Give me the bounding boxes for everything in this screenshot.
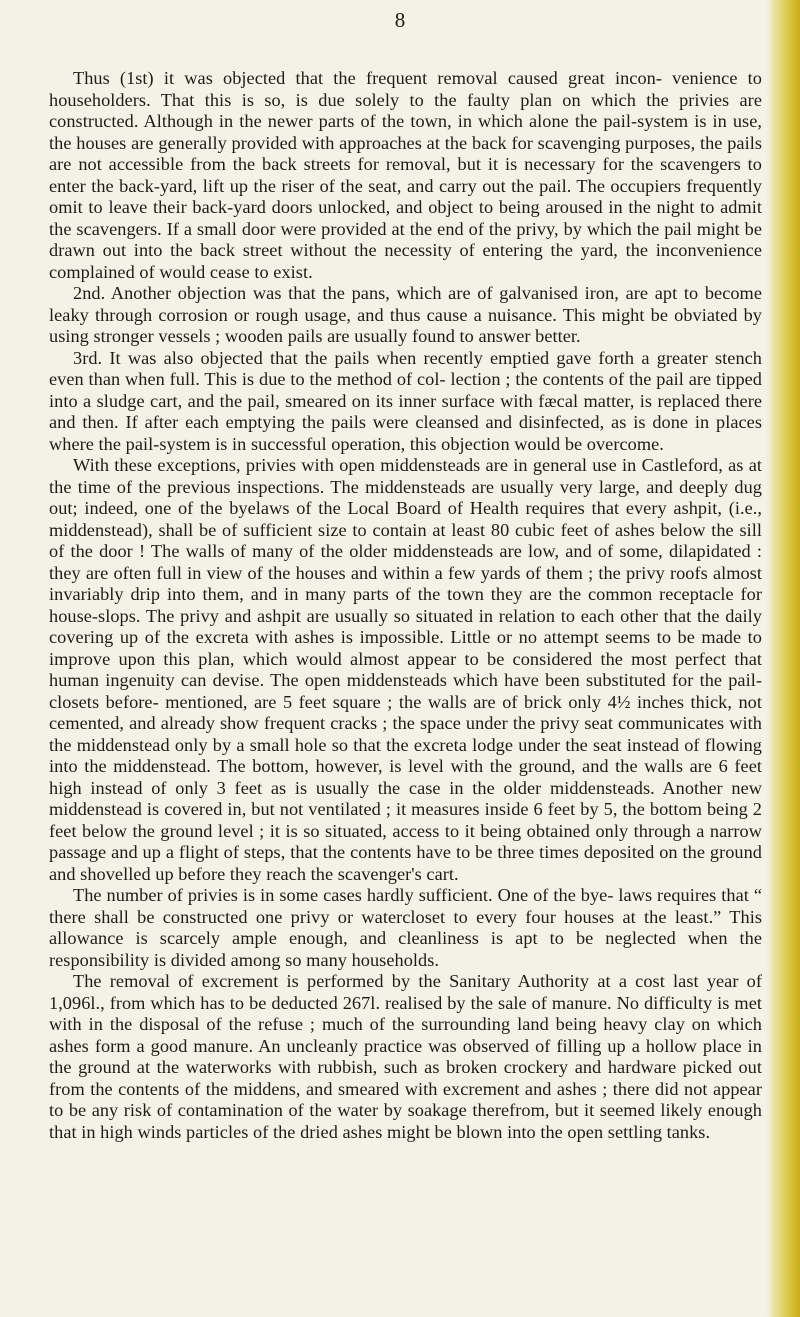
paragraph-stench-objection: 3rd. It was also objected that the pails when recently emptied gave forth a greater stench even than when full. This is due to the method of col- lection ; the contents of the pail are tipped into a sludge cart, and the pail, smeared on its inner surface with fæcal matter, is replaced there and then. If after each emptying the pails were cleansed and disinfected, as is done in places where the pail-system is in successful operation, this objection would be overcome. [49, 347, 762, 454]
paragraph-privy-numbers: The number of privies is in some cases hardly sufficient. One of the bye- laws requires that “ there shall be constructed one privy or watercloset to every four houses at the least.” This allowance is scarcely ample enough, and cleanliness is apt to be neglected when the responsibility is divided among so many households. [49, 885, 762, 970]
paragraph-middensteads: With these exceptions, privies with open middensteads are in general use in Castleford, as at the time of the previous inspections. The middensteads are usually very large, and deeply dug out; indeed, one of the byelaws of the Local Board of Health requires that every ashpit, (i.e., middenstead), shall be of sufficient size to contain at least 80 cubic feet of ashes below the sill of the door ! The walls of many of the older middensteads are low, and of some, dilapidated : they are often full in view of the houses and within a few yards of them ; the privy roofs almost invariably drip into them, and in many parts of the town they are the common receptacle for house-slops. The privy and ashpit are usually so situated in relation to each other that the daily covering up of the excreta with ashes is impossible. Little or no attempt seems to be made to improve upon this plan, which would almost appear to be considered the most perfect that human ingenuity can devise. The open middensteads which have been substituted for the pail-closets before- mentioned, are 5 feet square ; the walls are of brick only 4½ inches thick, not cemented, and already show frequent cracks ; the space under the privy seat communicates with the middenstead only by a small hole so that the excreta lodge under the seat instead of flowing into the middenstead. The bottom, however, is level with the ground, and the walls are 6 feet high instead of only 3 feet as is usually the case in the older middensteads. Another new middenstead is covered in, but not ventilated ; it measures inside 6 feet by 5, the bottom being 2 feet below the ground level ; it is so situated, access to it being obtained only through a narrow passage and up a flight of steps, that the contents have to be three times deposited on the ground and shovelled up before they reach the scavenger's cart. [49, 455, 762, 884]
paragraph-pail-removal: Thus (1st) it was objected that the frequent removal caused great incon- venience to householders. That this is so, is due solely to the faulty plan on which the privies are constructed. Although in the newer parts of the town, in which alone the pail-system is in use, the houses are generally provided with approaches at the back for scavenging purposes, the pails are not accessible from the back streets for removal, but it is necessary for the scavengers to enter the back-yard, lift up the riser of the seat, and carry out the pail. The occupiers frequently omit to leave their back-yard doors unlocked, and object to being aroused in the night to admit the scavengers. If a small door were provided at the end of the privy, by which the pail might be drawn out into the back street without the necessity of entering the yard, the inconvenience complained of would cease to exist. [49, 68, 762, 282]
page-number: 8 [394, 8, 406, 32]
paragraph-galvanised-pans: 2nd. Another objection was that the pans, which are of galvanised iron, are apt to become leaky through corrosion or rough usage, and thus cause a nuisance. This might be obviated by using stronger vessels ; wooden pails are usually found to answer better. [49, 283, 762, 346]
page-edge [766, 0, 800, 1317]
document-body [49, 68, 762, 1143]
paragraph-excrement-removal: The removal of excrement is performed by the Sanitary Authority at a cost last year of 1,096l., from which has to be deducted 267l. realised by the sale of manure. No difficulty is met with in the disposal of the refuse ; much of the surrounding land being heavy clay on which ashes form a good manure. An uncleanly practice was observed of filling up a hollow place in the ground at the waterworks with rubbish, such as broken crockery and hardware picked out from the contents of the middens, and smeared with excrement and ashes ; there did not appear to be any risk of contamination of the water by soakage therefrom, but it seemed likely enough that in high winds particles of the dried ashes might be blown into the open settling tanks. [49, 971, 762, 1142]
